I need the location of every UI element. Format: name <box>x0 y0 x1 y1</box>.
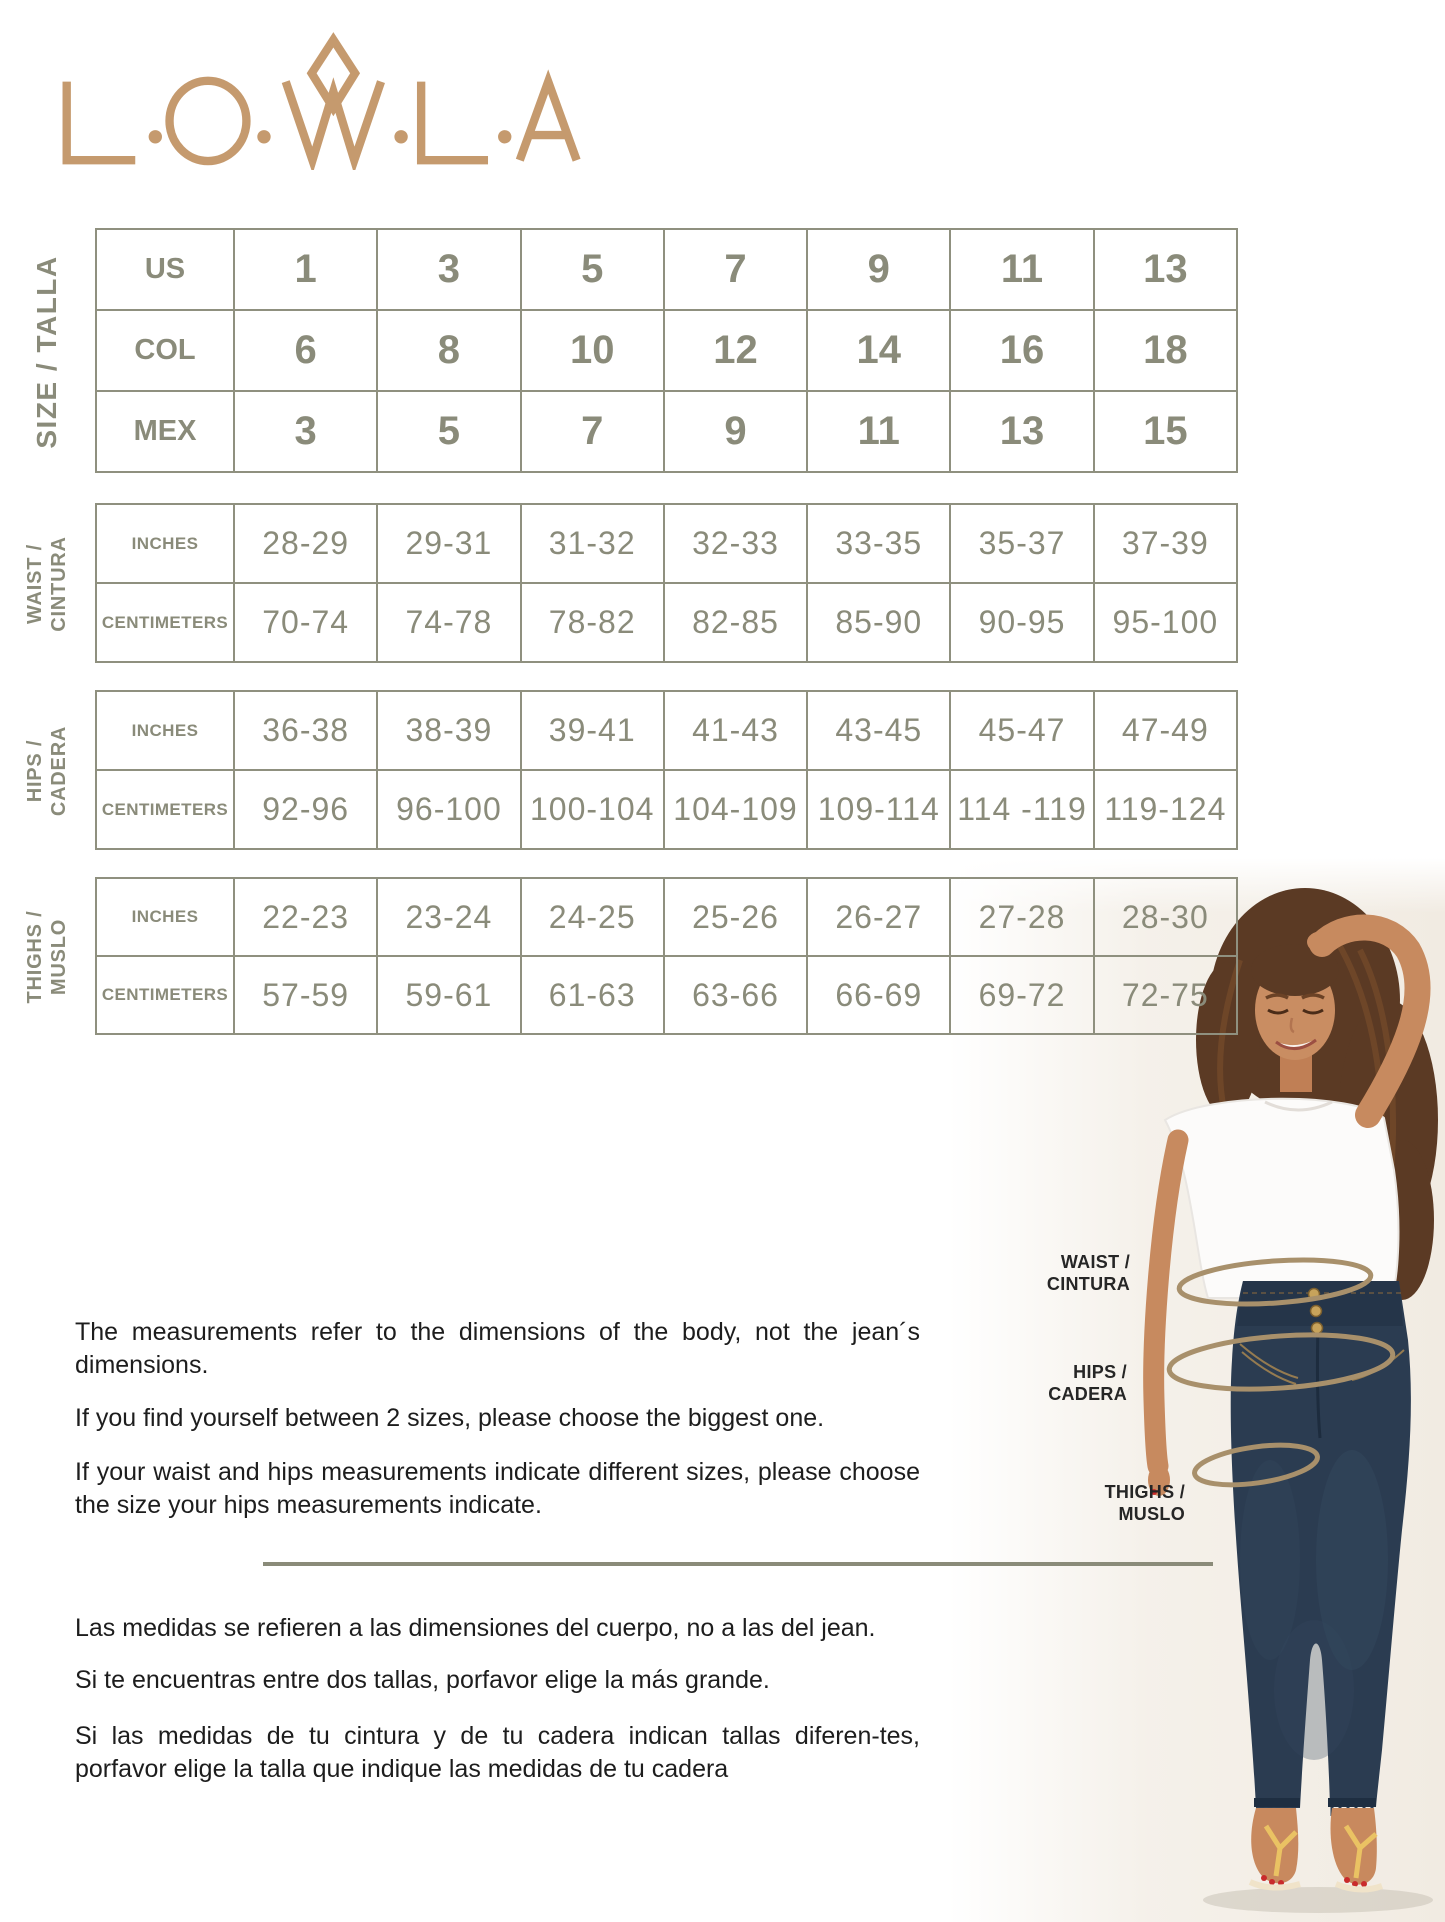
value-cell: 114 -119 <box>950 770 1093 849</box>
logo-letter-a <box>520 82 577 161</box>
value-cell: 39-41 <box>521 691 664 770</box>
value-cell: 11 <box>807 391 950 472</box>
value-cell: 33-35 <box>807 504 950 583</box>
model-hand-on-head <box>1307 931 1337 953</box>
value-cell: 37-39 <box>1094 504 1237 583</box>
row-label: US <box>96 229 234 310</box>
value-cell: 6 <box>234 310 377 391</box>
value-cell: 7 <box>521 391 664 472</box>
value-cell: 3 <box>234 391 377 472</box>
table-row <box>96 310 1237 391</box>
value-cell: 82-85 <box>664 583 807 662</box>
row-label: CENTIMETERS <box>96 956 234 1034</box>
table-row <box>96 691 1237 770</box>
value-cell: 24-25 <box>521 878 664 956</box>
value-cell: 28-30 <box>1094 878 1237 956</box>
value-cell: 5 <box>521 229 664 310</box>
value-cell: 38-39 <box>377 691 520 770</box>
value-cell: 74-78 <box>377 583 520 662</box>
row-label: MEX <box>96 391 234 472</box>
value-cell: 47-49 <box>1094 691 1237 770</box>
figure-label-hips: HIPS / CADERA <box>1048 1362 1127 1404</box>
value-cell: 26-27 <box>807 878 950 956</box>
value-cell: 36-38 <box>234 691 377 770</box>
figure-label-waist: WAIST / CINTURA <box>1046 1252 1130 1294</box>
value-cell: 119-124 <box>1094 770 1237 849</box>
value-cell: 16 <box>950 310 1093 391</box>
value-cell: 13 <box>1094 229 1237 310</box>
hips-table-side-label: HIPS / CADERA <box>24 725 70 817</box>
value-cell: 32-33 <box>664 504 807 583</box>
value-cell: 13 <box>950 391 1093 472</box>
value-cell: 18 <box>1094 310 1237 391</box>
waist-table-side-label: WAIST / CINTURA <box>24 536 70 632</box>
value-cell: 5 <box>377 391 520 472</box>
value-cell: 61-63 <box>521 956 664 1034</box>
note-es-waist-vs-hips: Si las medidas de tu cintura y de tu cadera indican tallas diferen-tes, porfavor elige la talla que indique las medidas de tu cadera <box>75 1722 920 1783</box>
value-cell: 109-114 <box>807 770 950 849</box>
value-cell: 43-45 <box>807 691 950 770</box>
table-row <box>96 770 1237 849</box>
logo-letter-l1 <box>67 82 136 161</box>
divider-line <box>263 1562 1213 1566</box>
value-cell: 90-95 <box>950 583 1093 662</box>
value-cell: 95-100 <box>1094 583 1237 662</box>
value-cell: 28-29 <box>234 504 377 583</box>
table-row <box>96 391 1237 472</box>
value-cell: 14 <box>807 310 950 391</box>
value-cell: 72-75 <box>1094 956 1237 1034</box>
table-row <box>96 583 1237 662</box>
note-en-between-sizes: If you find yourself between 2 sizes, please choose the biggest one. <box>75 1404 825 1432</box>
value-cell: 3 <box>377 229 520 310</box>
table-row <box>96 878 1237 956</box>
row-label: INCHES <box>96 504 234 583</box>
value-cell: 9 <box>664 391 807 472</box>
note-es-body-dimensions: Las medidas se refieren a las dimensiones del cuerpo, no a las del jean. <box>75 1614 876 1642</box>
value-cell: 104-109 <box>664 770 807 849</box>
lowla-logo <box>55 30 590 170</box>
value-cell: 7 <box>664 229 807 310</box>
note-en-waist-vs-hips: If your waist and hips measurements indicate different sizes, please choose the size your hips measurements indicate. <box>75 1458 920 1519</box>
value-cell: 29-31 <box>377 504 520 583</box>
thighs-table-grid <box>95 877 1238 1035</box>
row-label: CENTIMETERS <box>96 770 234 849</box>
table-row <box>96 504 1237 583</box>
figure-label-thighs: THIGHS / MUSLO <box>1104 1482 1185 1524</box>
row-label: CENTIMETERS <box>96 583 234 662</box>
logo-dots <box>149 130 512 143</box>
size-table <box>95 228 1238 473</box>
value-cell: 59-61 <box>377 956 520 1034</box>
row-label: INCHES <box>96 878 234 956</box>
note-es-between-sizes: Si te encuentras entre dos tallas, porfavor elige la más grande. <box>75 1666 770 1694</box>
value-cell: 1 <box>234 229 377 310</box>
value-cell: 92-96 <box>234 770 377 849</box>
value-cell: 66-69 <box>807 956 950 1034</box>
value-cell: 12 <box>664 310 807 391</box>
value-cell: 45-47 <box>950 691 1093 770</box>
row-label: COL <box>96 310 234 391</box>
value-cell: 15 <box>1094 391 1237 472</box>
value-cell: 63-66 <box>664 956 807 1034</box>
value-cell: 8 <box>377 310 520 391</box>
logo-letter-l2 <box>421 82 488 161</box>
table-row <box>96 956 1237 1034</box>
hips-table-grid <box>95 690 1238 850</box>
logo-letter-o <box>170 81 247 161</box>
value-cell: 9 <box>807 229 950 310</box>
value-cell: 57-59 <box>234 956 377 1034</box>
value-cell: 11 <box>950 229 1093 310</box>
row-label: INCHES <box>96 691 234 770</box>
value-cell: 23-24 <box>377 878 520 956</box>
thighs-table <box>95 877 1238 1035</box>
thighs-table-side-label: THIGHS / MUSLO <box>24 910 70 1004</box>
value-cell: 25-26 <box>664 878 807 956</box>
value-cell: 35-37 <box>950 504 1093 583</box>
value-cell: 41-43 <box>664 691 807 770</box>
value-cell: 96-100 <box>377 770 520 849</box>
note-en-body-dimensions: The measurements refer to the dimensions of the body, not the jean´s dimensions. <box>75 1318 920 1379</box>
size-table-grid <box>95 228 1238 473</box>
value-cell: 100-104 <box>521 770 664 849</box>
value-cell: 85-90 <box>807 583 950 662</box>
table-row <box>96 229 1237 310</box>
value-cell: 78-82 <box>521 583 664 662</box>
size-table-side-label: SIZE / TALLA <box>31 255 62 449</box>
waist-table-grid <box>95 503 1238 663</box>
floor-shadow <box>1203 1887 1433 1913</box>
value-cell: 70-74 <box>234 583 377 662</box>
value-cell: 27-28 <box>950 878 1093 956</box>
value-cell: 69-72 <box>950 956 1093 1034</box>
value-cell: 31-32 <box>521 504 664 583</box>
logo-letter-w <box>286 82 381 161</box>
hips-table <box>95 690 1238 850</box>
value-cell: 10 <box>521 310 664 391</box>
waist-table <box>95 503 1238 663</box>
value-cell: 22-23 <box>234 878 377 956</box>
